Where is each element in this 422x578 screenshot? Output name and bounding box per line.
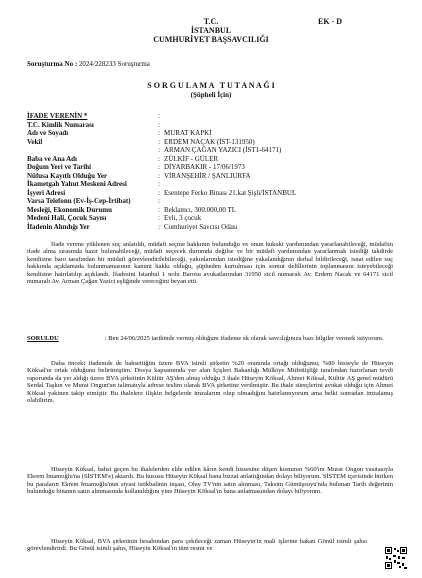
field-label: İşyeri Adresi: [27, 188, 66, 197]
field-value: Reklamcı, 300.000,00 TL: [164, 205, 236, 214]
field-label: İkametgah Yahut Meskeni Adresi: [27, 180, 127, 188]
field-colon: :: [158, 129, 160, 137]
field-colon: :: [158, 214, 160, 222]
field-value: DİYARBAKIR - 17/06/1973: [164, 163, 245, 171]
qr-code: [384, 546, 408, 570]
field-label: Medeni Hali, Çocuk Sayısı: [27, 214, 107, 222]
field-colon: :: [158, 197, 160, 205]
field-label: İfadenin Alındığı Yer: [27, 222, 90, 231]
field-value: ZÜLKİF - GÜLER: [164, 154, 219, 163]
body-paragraph: Daha önceki ifademde de bahsettiğim üzere BVA isimli şirketin %20 oranında ortağı olduğumu, %80 hisseyle de Hüseyin Köksal'ın ortak olduğunu belirtmiştim. Dosya kapsamında yer alan İçişleri Bakanlığı Mülkiye Müfettişliği tarafından hazırlanan tevdi raporunda da yer aldığı üzere BVA şirketinin Kültür AŞ'den almış olduğu 3 ihale Hüseyin Köksal, Ahmet Köksal, Kültür AŞ genel müdürü Serdal Taşkın ve Murat Ongun'un talimatıyla adrese teslim olarak BVA şirketine verilmiştir. Bu ihale süreçlerini avukat olduğu için Ahmet Köksal yakinen takip etmiştir. Bu ihalelere ilişkin belgelerde imzalarım olup olmadığını hatırlamıyorum ama belki sonradan imzalamış olabilirim.: [27, 360, 393, 405]
field-label: Nüfusa Kayıtlı Olduğu Yer: [27, 171, 108, 180]
investigation-no: [27, 60, 150, 68]
field-value: ERDEM NAÇAK (İST-131950): [164, 137, 255, 146]
page-subtitle: (Şüpheli İçin): [190, 91, 232, 99]
field-value: Cumhuriyet Savcısı Odası: [164, 222, 238, 231]
field-colon: :: [158, 222, 160, 231]
header-tc: T.C.: [203, 17, 219, 26]
field-label: T.C. Kimlik Numarası: [27, 120, 94, 129]
field-colon: :: [158, 205, 160, 214]
field-colon: :: [158, 188, 160, 197]
question-text: : Ben 24/06/2025 tarihinde vermiş olduğum ifademe ek olarak savcılığınıza bazı bilgiler vermek istiyorum.: [104, 335, 384, 342]
field-label: Baba ve Ana Adı: [27, 154, 77, 163]
section-head-colon: :: [158, 112, 160, 120]
field-label: Varsa Telefonu (Ev-İş-Cep-İrtibat): [27, 197, 131, 205]
investigation-no-label: Soruşturma No :: [27, 60, 78, 68]
field-value: ARMAN ÇAĞAN YAZICI (İST1-64171): [164, 146, 282, 154]
body-paragraph: Hüseyin Köksal, BVA şirketinin hesabından para çekileceği zaman Hüseyin'in mali işlerine bakan Gönül isimli şahsı görevlendirirdi. Bu Gönül isimli şahıs, Hüseyin Köksal'ın tüm resmi ve: [27, 538, 367, 553]
investigation-no-value: 2024/228233 Soruşturma: [78, 60, 150, 68]
header-city: İSTANBUL: [190, 26, 232, 35]
annex-label: EK - D: [318, 17, 342, 26]
header-office: CUMHURİYET BAŞSAVCILIĞI: [153, 35, 269, 44]
field-label: Mesleği, Ekonomik Durumu: [27, 205, 112, 214]
field-colon: :: [158, 120, 160, 129]
field-colon: :: [158, 171, 160, 180]
field-colon: :: [158, 146, 160, 154]
field-value: Esentepe Ferko Binası 21.kat Şişli/İSTANBUL: [164, 188, 297, 197]
field-value: MURAT KAPKİ: [164, 129, 212, 137]
field-value: Evli, 3 çocuk: [164, 214, 202, 222]
field-value: VİRANŞEHİR / ŞANLIURFA: [164, 171, 251, 180]
field-label: Doğum Yeri ve Tarihi: [27, 163, 92, 171]
field-colon: :: [158, 154, 160, 163]
field-label: Vekil: [27, 137, 43, 146]
field-colon: :: [158, 163, 160, 171]
field-colon: :: [158, 137, 160, 146]
intro-paragraph: İfade verene yüklenen suç anlatıldı, müdafi seçme hakkının bulunduğu ve onun hukuki yardımından yararlanabileceği, müdafiin ifade alma sırasında hazır bulunabileceği, müdafi seçecek durumda değilse ve bir müdafi yardımından yararlanmak istediği takdirde kendisine baro tarafından bir müdafi görevlendirilebileceği, yakınlarından istediğine yakalandığının derhal bildirileceği, isnat edilen suç hakkında açıklamada bulunmamasının kanuni hakkı olduğu, şüpheden kurtulması için somut delillerinin toplanmasını isteyebileceği kendisine hatırlatılıp açıklandı. İfadesini İstanbul 1 nolu Barosu avukatlarından 31950 sicil numaralı Av. Erdem Nacak ve 64171 sicil numaralı Av. Arman Çağan Yazici eşliğinde vereceğini beyan etti.: [27, 241, 393, 286]
field-colon: :: [158, 180, 160, 188]
page-title: S O R G U L A M A T U T A N A Ğ I: [147, 81, 275, 90]
question-label: SORULDU: [27, 335, 59, 342]
field-label: Adı ve Soyadı: [27, 129, 69, 137]
section-head: İFADE VERENİN *: [27, 112, 88, 120]
body-paragraph: Hüseyin Köksal, bahsi geçen bu ihalelerden elde edilen kârın kendi hissesine düşen kısmının %60'ını Murat Ongun vasıtasıyla Ekrem İmamoğlu'na (SİSTEM'e) aktardı. Bu hususu Hüseyin Köksal bana bizzat anlattığından dolayı biliyorum. SİSTEM içerisinde biriken bu paraların Ekrem İmamoğlu'nun siyasi istikbalinin inşası, Olay TV'nin satın alınması, Taksim Gümüşsuyu'nda bulunan Tarih değerinin bulunduğu binanın satın alınmasında kullanıldığını yine Hüseyin Köksal'ın bana anlatmasından dolayı biliyorum.: [27, 466, 393, 496]
question-block: [27, 335, 393, 342]
